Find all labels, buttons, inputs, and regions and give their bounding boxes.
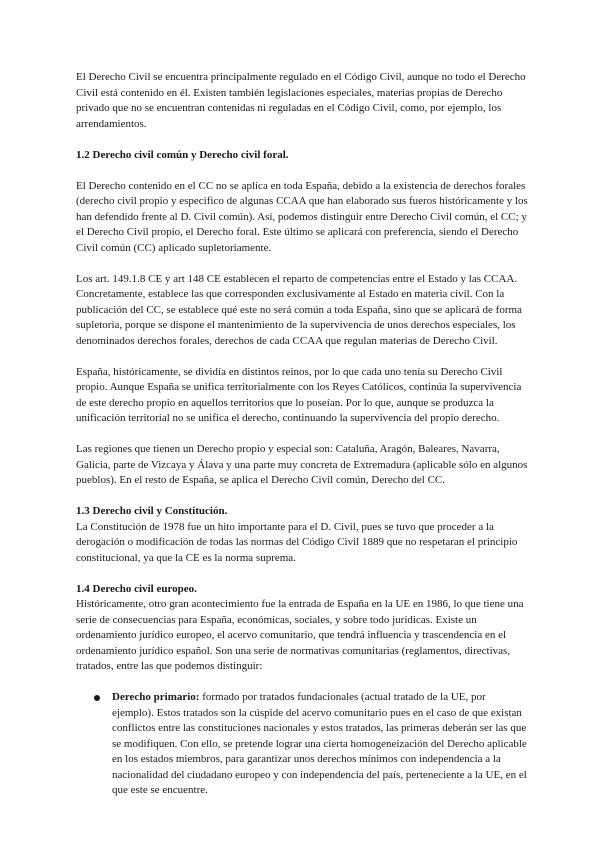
bullet-text: formado por tratados fundacionales (actual tratado de la UE, por ejemplo). Estos tratados son la cúspide del acervo comunitario pues en el caso de que existan conflictos entre las constituciones nacionales y estos tratados, las primeras deberán ser las que se modifiquen. Con ello, se pretende lograr una cierta homogeneización del Derecho aplicable en los estados miembros, para garantizar unos derechos mínimos con independencia a la nacionalidad del ciudadano europeo y con independencia del país, perteneciente a la UE, en el que este se encuentre. [112, 691, 527, 796]
document-page [76, 70, 528, 799]
section-heading-1-4: 1.4 Derecho civil europeo. [76, 582, 197, 595]
bullet-term: Derecho primario: [112, 691, 200, 703]
intro-paragraph: El Derecho Civil se encuentra principalmente regulado en el Código Civil, aunque no todo el Derecho Civil está contenido en él. Existen también legislaciones especiales, materias propias de Derecho privado que no se encuentran contenidas ni reguladas en el Código Civil, como, por ejemplo, los arrendamientos. [76, 71, 526, 130]
paragraph: Históricamente, otro gran acontecimiento fue la entrada de España en la UE en 1986, lo que tiene una serie de consecuencias para España, económicas, sociales, y sobre todo jurídicas. Existe un ordenamiento jurídico europeo, el acervo comunitario, que tendrá influencia y trascendencia en el ordenamiento jurídico español. Son una serie de normativas comunitarias (reglamentos, directivas, tratados, entre las que podemos distinguir: [76, 598, 524, 672]
bullet-list [76, 690, 528, 799]
section-heading-1-2: 1.2 Derecho civil común y Derecho civil foral. [76, 148, 289, 161]
paragraph: El Derecho contenido en el CC no se aplica en toda España, debido a la existencia de derechos forales (derecho civil propio y específico de algunas CCAA que han elaborado sus fueros históricamente y los han defendido frente al D. Civil común). Así, podemos distinguir entre Derecho Civil común, el CC; y el Derecho Civil propio, el Derecho foral. Este último se aplicará con preferencia, siendo el Derecho Civil común (CC) aplicado supletoriamente. [76, 179, 528, 254]
paragraph: La Constitución de 1978 fue un hito importante para el D. Civil, pues se tuvo que proceder a la derogación o modificación de todas las normas del Código Civil 1889 que no respetaran el principio constitucional, ya que la CE es la norma suprema. [76, 520, 518, 564]
paragraph: Las regiones que tienen un Derecho propio y especial son: Cataluña, Aragón, Baleares, Navarra, Galicia, parte de Vizcaya y Álava y una parte muy concreta de Extremadura (aplicable sólo en algunos pueblos). En el resto de España, se aplica el Derecho Civil común, Derecho del CC. [76, 443, 528, 486]
paragraph: España, históricamente, se dividía en distintos reinos, por lo que cada uno tenía su Derecho Civil propio. Aunque España se unifica territorialmente con los Reyes Católicos, continúa la supervivencia de este derecho propio en aquellos territorios que lo poseían. Por lo que, aunque se produzca la unificación territorial no se unifica el derecho, continuando la supervivencia del propio derecho. [76, 365, 522, 424]
paragraph: Los art. 149.1.8 CE y art 148 CE establecen el reparto de competencias entre el Estado y las CCAA. Concretamente, establece las que corresponden exclusivamente al Estado en materia civil. Con la publicación del CC, se establece qué este no será común a toda España, sino que se aplicará de forma supletoria, porque se dispone el mantenimiento de la supervivencia de unos derechos especiales, los denominados derechos forales, derechos de cada CCAA que regulan materias de Derecho Civil. [76, 272, 522, 347]
list-item [82, 690, 528, 799]
bullet-icon [94, 695, 100, 701]
section-heading-1-3: 1.3 Derecho civil y Constitución. [76, 505, 228, 517]
